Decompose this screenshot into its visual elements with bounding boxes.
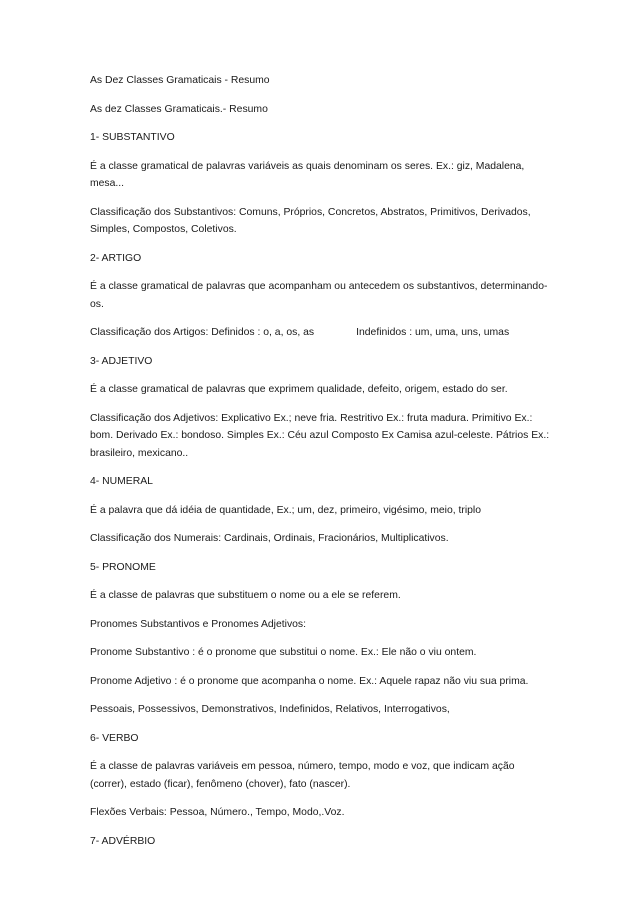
paragraph-verbo-definition: É a classe de palavras variáveis em pessoa, número, tempo, modo e voz, que indicam ação (correr), estado (ficar), fenômeno (chover), fato (nascer). [90,761,515,790]
document-subtitle: As dez Classes Gramaticais.- Resumo [90,103,268,115]
paragraph-pronome-adjetivo: Pronome Adjetivo : é o pronome que acompanha o nome. Ex.: Aquele rapaz não viu sua prima. [90,675,529,687]
paragraph-pronome-definition: É a classe de palavras que substituem o nome ou a ele se referem. [90,590,401,601]
paragraph-artigo-classification [90,324,550,342]
paragraph-substantivo-classification: Classificação dos Substantivos: Comuns, Próprios, Concretos, Abstratos, Primitivos, Derivados, Simples, Compostos, Coletivos. [90,206,531,235]
paragraph-numeral-definition: É a palavra que dá idéia de quantidade, Ex.; um, dez, primeiro, vigésimo, meio, triplo [90,504,482,516]
artigos-indefinidos-text: Indefinidos : um, uma, uns, umas [356,327,510,338]
section-heading-substantivo: 1- SUBSTANTIVO [90,132,175,143]
paragraph-pronome-types: Pronomes Substantivos e Pronomes Adjetivos: [90,618,307,630]
paragraph-adjetivo-definition: É a classe gramatical de palavras que exprimem qualidade, defeito, origem, estado do ser. [90,384,508,395]
section-heading-adjetivo: 3- ADJETIVO [90,355,153,367]
paragraph-numeral-classification: Classificação dos Numerais: Cardinais, Ordinais, Fracionários, Multiplicativos. [90,533,449,544]
section-heading-numeral: 4- NUMERAL [90,476,153,487]
artigos-definidos-text: Classificação dos Artigos: Definidos : o, a, os, as [90,327,315,338]
document-body [90,72,550,861]
paragraph-adjetivo-classification: Classificação dos Adjetivos: Explicativo Ex.; neve fria. Restritivo Ex.: fruta madura. Primitivo Ex.: bom. Derivado Ex.: bondoso. Simples Ex.: Céu azul Composto Ex Camisa azul-celeste. Pátrios Ex.: brasileiro, mexicano.. [90,412,550,459]
paragraph-pronome-classification: Pessoais, Possessivos, Demonstrativos, Indefinidos, Relativos, Interrogativos, [90,704,450,715]
paragraph-substantivo-definition: É a classe gramatical de palavras variáveis as quais denominam os seres. Ex.: giz, Madalena, mesa... [90,160,525,189]
paragraph-artigo-definition: É a classe gramatical de palavras que acompanham ou antecedem os substantivos, determinando-os. [90,281,548,310]
section-heading-artigo: 2- ARTIGO [90,252,142,264]
paragraph-pronome-substantivo: Pronome Substantivo : é o pronome que substitui o nome. Ex.: Ele não o viu ontem. [90,647,477,658]
section-heading-pronome: 5- PRONOME [90,561,156,573]
section-heading-adverbio: 7- ADVÉRBIO [90,835,156,847]
document-title: As Dez Classes Gramaticais - Resumo [90,75,270,86]
paragraph-verbo-flexoes: Flexões Verbais: Pessoa, Número., Tempo, Modo,.Voz. [90,807,345,818]
section-heading-verbo: 6- VERBO [90,732,139,744]
